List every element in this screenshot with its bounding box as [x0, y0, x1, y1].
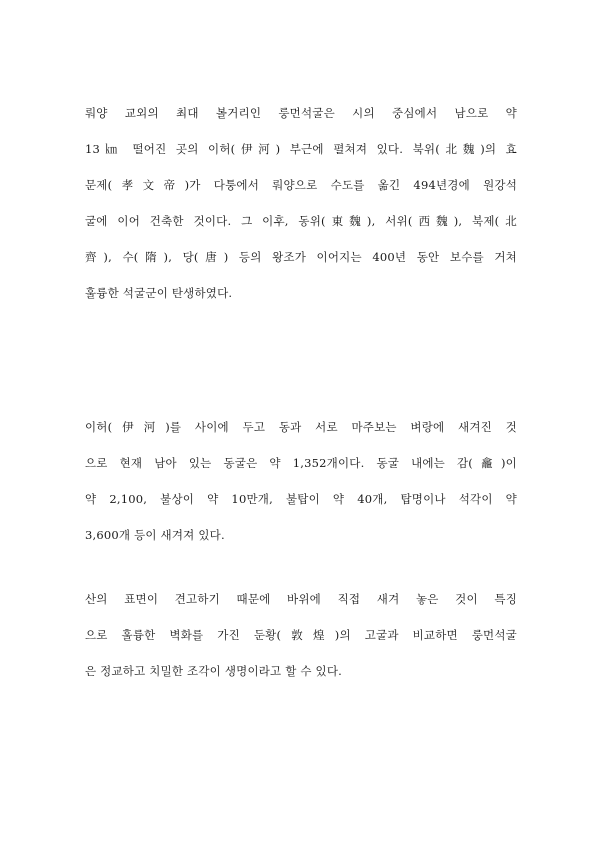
text-line: 문제(孝文帝)가 다퉁에서 뤄양으로 수도를 옮긴 494년경에 원강석 — [85, 178, 517, 192]
text-line: 齊), 수(隋), 당(唐) 등의 왕조가 이어지는 400년 동안 보수를 거쳐 — [85, 250, 517, 264]
text-line: 약 2,100, 불상이 약 10만개, 불탑이 약 40개, 탑명이나 석각이 약 — [85, 492, 517, 506]
text-line: 은 정교하고 치밀한 조각이 생명이라고 할 수 있다. — [85, 664, 343, 678]
paragraph-2 — [85, 409, 517, 553]
text-line: 13㎞ 떨어진 곳의 이허(伊河) 부근에 펼쳐져 있다. 북위(北魏)의 효 — [85, 142, 517, 156]
text-line: 굴에 이어 건축한 것이다. 그 이후, 동위(東魏), 서위(西魏), 북제(北 — [85, 214, 517, 228]
paragraph-1 — [85, 95, 517, 311]
text-line: 이허(伊河)를 사이에 두고 동과 서로 마주보는 벼랑에 새겨진 것 — [85, 420, 517, 434]
text-line: 산의 표면이 견고하기 때문에 바위에 직접 새겨 놓은 것이 특징 — [85, 592, 517, 606]
text-line: 훌륭한 석굴군이 탄생하였다. — [85, 286, 233, 300]
paragraph-3 — [85, 581, 517, 689]
text-line: 으로 훌륭한 벽화를 가진 둔황(敦煌)의 고굴과 비교하면 룽먼석굴 — [85, 628, 517, 642]
text-line: 으로 현재 남아 있는 동굴은 약 1,352개이다. 동굴 내에는 감(龕)이 — [85, 456, 517, 470]
text-line: 3,600개 등이 새겨져 있다. — [85, 528, 225, 542]
text-line: 뤄양 교외의 최대 볼거리인 룽먼석굴은 시의 중심에서 남으로 약 — [85, 106, 517, 120]
